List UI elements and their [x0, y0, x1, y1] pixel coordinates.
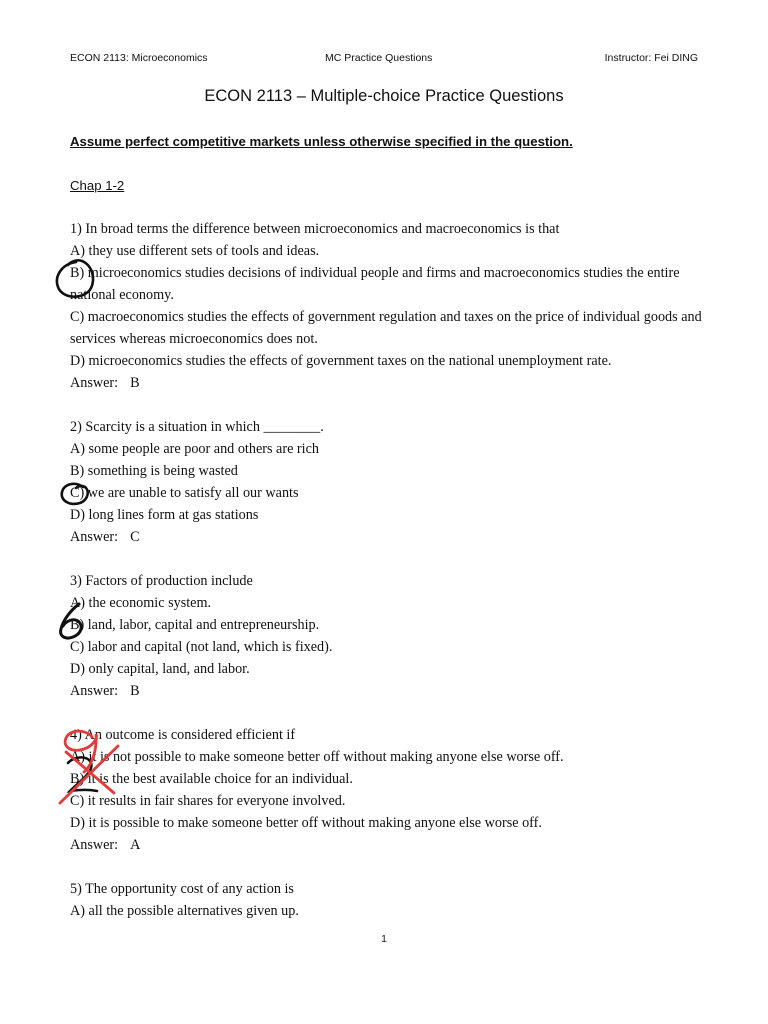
chapter-heading: Chap 1-2 [70, 178, 125, 193]
answer-label: Answer: [70, 375, 119, 391]
question-list [70, 218, 706, 944]
question-stem: 3) Factors of production include [70, 573, 253, 589]
question-5 [70, 878, 702, 922]
answer-option-c: C) it results in fair shares for everyone involved. [70, 793, 346, 809]
instruction-text: Assume perfect competitive markets unless otherwise specified in the question. [70, 134, 573, 149]
answer-option-a: A) the economic system. [70, 595, 212, 611]
question-2 [70, 416, 702, 548]
header-section: MC Practice Questions [325, 52, 433, 64]
question-3 [70, 570, 702, 702]
answer-option-a: A) they use different sets of tools and ideas. [70, 243, 320, 259]
answer-option-b: B) land, labor, capital and entrepreneurship. [70, 617, 320, 633]
question-stem: 4) An outcome is considered efficient if [70, 727, 296, 743]
answer-option-a: A) some people are poor and others are rich [70, 441, 319, 457]
running-header [70, 52, 698, 66]
answer-line [70, 834, 702, 856]
question-1 [70, 218, 706, 394]
question-4 [70, 724, 702, 856]
answer-option-c: C) macroeconomics studies the effects of government regulation and taxes on the price of individual goods and services whereas microeconomics does not. [70, 309, 706, 347]
question-stem: 5) The opportunity cost of any action is [70, 881, 294, 897]
answer-option-d: D) it is possible to make someone better off without making anyone else worse off. [70, 815, 542, 831]
header-course: ECON 2113: Microeconomics [70, 52, 208, 64]
answer-option-d: D) only capital, land, and labor. [70, 661, 250, 677]
page-number: 1 [381, 934, 387, 945]
answer-option-d: D) microeconomics studies the effects of government taxes on the national unemployment rate. [70, 353, 612, 369]
answer-option-d: D) long lines form at gas stations [70, 507, 259, 523]
answer-option-b: B) microeconomics studies decisions of individual people and firms and macroeconomics studies the entire national economy. [70, 265, 684, 303]
answer-line [70, 372, 702, 394]
answer-option-a: A) all the possible alternatives given up. [70, 903, 299, 919]
answer-value: B [130, 375, 140, 391]
answer-value: A [130, 837, 141, 853]
answer-value: C [130, 529, 140, 545]
answer-option-a: A) it is not possible to make someone better off without making anyone else worse off. [70, 749, 564, 765]
question-stem: 2) Scarcity is a situation in which ________. [70, 419, 324, 435]
answer-option-b: B) it is the best available choice for an individual. [70, 771, 353, 787]
header-instructor: Instructor: Fei DING [604, 52, 698, 64]
document-title: ECON 2113 – Multiple-choice Practice Questions [204, 87, 564, 105]
answer-option-c: C) labor and capital (not land, which is fixed). [70, 639, 333, 655]
answer-option-c: C) we are unable to satisfy all our wants [70, 485, 299, 501]
answer-line [70, 526, 702, 548]
answer-option-b: B) something is being wasted [70, 463, 238, 479]
answer-label: Answer: [70, 837, 119, 853]
question-stem: 1) In broad terms the difference between microeconomics and macroeconomics is that [70, 221, 560, 237]
answer-label: Answer: [70, 529, 119, 545]
answer-value: B [130, 683, 140, 699]
answer-line [70, 680, 702, 702]
answer-label: Answer: [70, 683, 119, 699]
